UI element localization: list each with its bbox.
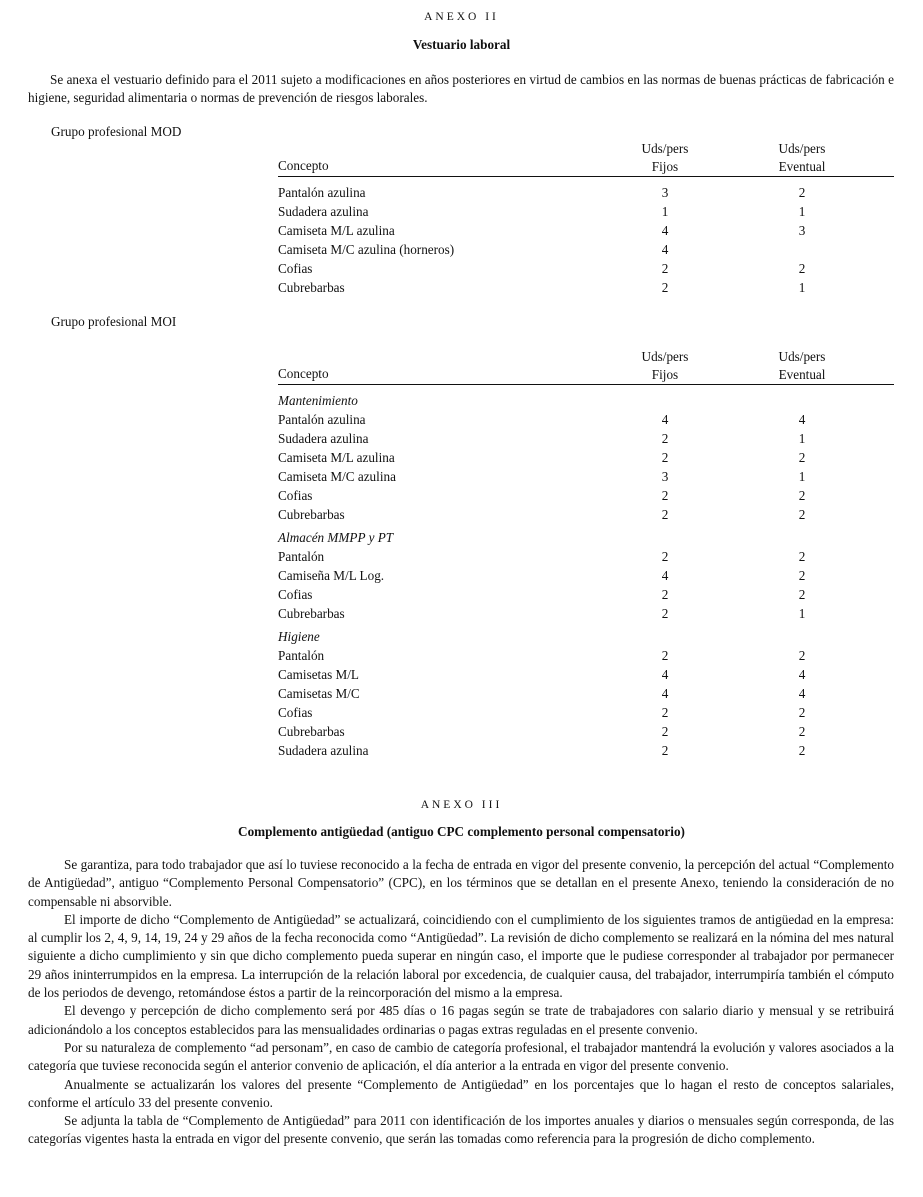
row-fijos: 1: [661, 204, 669, 219]
row-concept: Sudadera azulina: [278, 431, 369, 446]
header-fijos: [605, 140, 725, 176]
row-concept: Cubrebarbas: [278, 280, 345, 295]
header-fijos-line2: Fijos: [651, 367, 679, 382]
anexo-ii-label: ANEXO II: [424, 11, 499, 23]
paragraph: El devengo y percepción de dicho complemento será por 485 días o 16 pagas según se trate de trabajadores con salario diario y mensual y se retribuirá adicionándolo a los conceptos establecidos para las mensualidades ordinarias o pagas extras reguladas en el presente convenio.: [28, 1003, 894, 1037]
row-eventual: 4: [798, 667, 806, 682]
row-eventual: 1: [798, 469, 806, 484]
row-fijos: 4: [661, 667, 669, 682]
row-eventual: 2: [798, 705, 806, 720]
paragraph: Anualmente se actualizarán los valores del presente “Complemento de Antigüedad” en los porcentajes que lo hagan el resto de conceptos salariales, conforme el artículo 33 del presente convenio.: [28, 1076, 894, 1110]
row-eventual: 1: [798, 606, 806, 621]
paragraph: El importe de dicho “Complemento de Antigüedad” se actualizará, coincidiendo con el cumplimiento de los siguientes tramos de antigüedad en la empresa: al cumplir los 2, 4, 9, 14, 19, 24 y 29 años de la fecha reconocida como “Antigüedad”. La revisión de dicho complemento se realizará en la nómina del mes natural siguiente a dicho cumplimiento y sin que dicho complemento pueda superar en ningún caso, el importe que le pudiese corresponder al trabajador por permanecer 29 años ininterrumpidos en la empresa. La interrupción de la relación laboral por excedencia, de cualquier causa, del trabajador, interrumpiría también el cómputo de los periodos de devengo, retomándose éstos a partir de la reincorporación del mismo a la empresa.: [28, 911, 894, 1001]
table-row: [278, 448, 894, 467]
header-fijos-line1: Uds/pers: [641, 349, 689, 364]
table-row: [278, 741, 894, 760]
row-concept: Camiseña M/L Log.: [278, 568, 385, 583]
section-subheading: Mantenimiento: [278, 393, 358, 408]
section-subheading: Almacén MMPP y PT: [278, 530, 394, 545]
table-row: [278, 703, 894, 722]
anexo-ii-intro: Se anexa el vestuario definido para el 2011 sujeto a modificaciones en años posteriores en virtud de cambios en las normas de buenas prácticas de fabricación e higiene, seguridad alimentaria o normas de prevención de riesgos laborales.: [28, 72, 894, 105]
row-concept: Camisetas M/C: [278, 686, 360, 701]
header-eventual-line2: Eventual: [778, 367, 826, 382]
anexo-iii-label: ANEXO III: [420, 799, 503, 811]
row-concept: Cofias: [278, 587, 313, 602]
row-concept: Pantalón azulina: [278, 412, 366, 427]
moi-table-header: [278, 348, 894, 385]
table-row: [278, 722, 894, 741]
row-fijos: 2: [661, 705, 669, 720]
table-row: [278, 467, 894, 486]
row-fijos: 2: [661, 743, 669, 758]
row-concept: Camiseta M/C azulina: [278, 469, 396, 484]
table-row: [278, 410, 894, 429]
row-fijos: 4: [661, 223, 669, 238]
row-eventual: 1: [798, 431, 806, 446]
header-eventual-line1: Uds/pers: [778, 349, 826, 364]
row-fijos: 2: [661, 724, 669, 739]
row-fijos: 2: [661, 261, 669, 276]
row-eventual: 2: [798, 488, 806, 503]
anexo-iii-body: [28, 856, 894, 1149]
row-eventual: 2: [798, 185, 806, 200]
row-eventual: 4: [798, 412, 806, 427]
row-concept: Sudadera azulina: [278, 204, 369, 219]
row-fijos: 4: [661, 412, 669, 427]
row-concept: Sudadera azulina: [278, 743, 369, 758]
row-fijos: 3: [661, 185, 669, 200]
row-eventual: 2: [798, 724, 806, 739]
row-eventual: 2: [798, 450, 806, 465]
row-concept: Camiseta M/L azulina: [278, 450, 395, 465]
row-eventual: 1: [798, 204, 806, 219]
table-row: [278, 183, 894, 202]
header-fijos-line1: Uds/pers: [641, 141, 689, 156]
moi-table: [278, 348, 894, 760]
row-fijos: 4: [661, 568, 669, 583]
table-row: [278, 505, 894, 524]
group-heading-mod: Grupo profesional MOD: [51, 124, 182, 139]
row-concept: Camisetas M/L: [278, 667, 359, 682]
mod-table-header: [278, 140, 894, 177]
header-concept: Concepto: [278, 158, 329, 173]
header-eventual: [742, 140, 862, 176]
anexo-ii-title: Vestuario laboral: [412, 37, 511, 52]
section-subheading: Higiene: [278, 629, 320, 644]
table-row: [278, 486, 894, 505]
row-eventual: 2: [798, 568, 806, 583]
header-fijos: [605, 348, 725, 384]
row-fijos: 2: [661, 280, 669, 295]
row-fijos: 2: [661, 431, 669, 446]
row-fijos: 4: [661, 242, 669, 257]
table-row: [278, 202, 894, 221]
table-row: [278, 566, 894, 585]
row-concept: Camiseta M/L azulina: [278, 223, 395, 238]
table-row: [278, 585, 894, 604]
row-fijos: 2: [661, 507, 669, 522]
table-row: [278, 240, 894, 259]
row-concept: Cofias: [278, 705, 313, 720]
row-fijos: 2: [661, 488, 669, 503]
row-fijos: 4: [661, 686, 669, 701]
group-heading-moi: Grupo profesional MOI: [51, 314, 177, 329]
table-row: [278, 221, 894, 240]
row-fijos: 2: [661, 648, 669, 663]
row-concept: Cofias: [278, 488, 313, 503]
row-fijos: 2: [661, 450, 669, 465]
row-concept: Pantalón: [278, 549, 325, 564]
paragraph: Por su naturaleza de complemento “ad personam”, en caso de cambio de categoría profesional, el trabajador mantendrá la evolución y valores asociados a la categoría que tuviese reconocida según el anterior convenio de aplicación, el día anterior a la entrada en vigor del presente convenio.: [28, 1039, 894, 1074]
table-row: [278, 278, 894, 297]
header-concept: Concepto: [278, 366, 329, 381]
row-eventual: 2: [798, 648, 806, 663]
row-eventual: 3: [798, 223, 806, 238]
header-eventual-line1: Uds/pers: [778, 141, 826, 156]
row-concept: Cubrebarbas: [278, 606, 345, 621]
row-concept: Pantalón azulina: [278, 185, 366, 200]
row-eventual: 1: [798, 280, 806, 295]
table-row: [278, 429, 894, 448]
row-eventual: 2: [798, 743, 806, 758]
table-row: [278, 547, 894, 566]
paragraph: Se adjunta la tabla de “Complemento de Antigüedad” para 2011 con identificación de los importes anuales y diarios o mensuales según corresponda, de las categorías vigentes hasta la entrada en vigor del presente convenio, que serán las tomadas como referencia para la progresión de dicho complemento.: [28, 1113, 894, 1147]
row-eventual: 2: [798, 587, 806, 602]
table-row: [278, 665, 894, 684]
row-concept: Pantalón: [278, 648, 325, 663]
anexo-iii-title: Complemento antigüedad (antiguo CPC complemento personal compensatorio): [238, 824, 685, 839]
header-eventual: [742, 348, 862, 384]
table-row: [278, 646, 894, 665]
row-concept: Cofias: [278, 261, 313, 276]
row-fijos: 2: [661, 549, 669, 564]
mod-table: [278, 140, 894, 297]
row-eventual: 2: [798, 507, 806, 522]
row-fijos: 3: [661, 469, 669, 484]
row-concept: Camiseta M/C azulina (horneros): [278, 242, 455, 257]
moi-table-body: [278, 385, 894, 760]
header-fijos-line2: Fijos: [651, 159, 679, 174]
row-concept: Cubrebarbas: [278, 507, 345, 522]
table-row: [278, 259, 894, 278]
row-eventual: 4: [798, 686, 806, 701]
row-eventual: 2: [798, 261, 806, 276]
header-eventual-line2: Eventual: [778, 159, 826, 174]
paragraph: Se garantiza, para todo trabajador que así lo tuviese reconocido a la fecha de entrada en vigor del presente convenio, la percepción del actual “Complemento de Antigüedad”, antiguo “Complemento Personal Compensatorio” (CPC), en los términos que se detallan en el presente Anexo, teniendo la consideración de no compensable ni absorvible.: [28, 857, 894, 909]
row-eventual: 2: [798, 549, 806, 564]
row-fijos: 2: [661, 587, 669, 602]
table-row: [278, 604, 894, 623]
row-fijos: 2: [661, 606, 669, 621]
row-concept: Cubrebarbas: [278, 724, 345, 739]
table-row: [278, 684, 894, 703]
mod-table-body: [278, 177, 894, 297]
